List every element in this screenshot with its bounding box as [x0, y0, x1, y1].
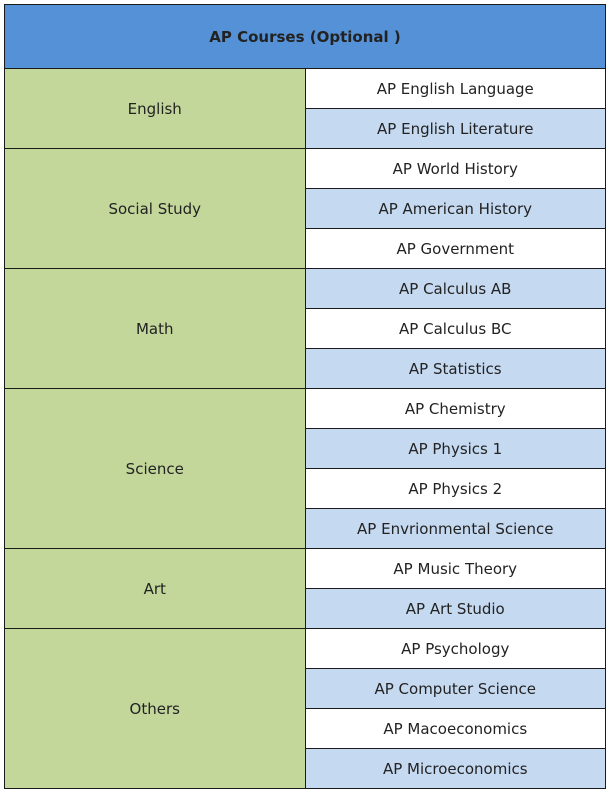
table-header-row: [5, 5, 606, 69]
table-row: [5, 149, 606, 189]
course-cell: AP Art Studio: [305, 589, 606, 629]
category-cell: Social Study: [5, 149, 306, 269]
course-cell: AP Physics 2: [305, 469, 606, 509]
course-cell: AP Envrionmental Science: [305, 509, 606, 549]
category-cell: Others: [5, 629, 306, 789]
table-row: [5, 549, 606, 589]
table-title: AP Courses (Optional ): [5, 5, 606, 69]
course-cell: AP Music Theory: [305, 549, 606, 589]
table-row: [5, 69, 606, 109]
category-cell: Science: [5, 389, 306, 549]
course-cell: AP Calculus BC: [305, 309, 606, 349]
table-row: [5, 629, 606, 669]
course-cell: AP American History: [305, 189, 606, 229]
course-cell: AP Government: [305, 229, 606, 269]
course-cell: AP English Language: [305, 69, 606, 109]
course-cell: AP Calculus AB: [305, 269, 606, 309]
course-cell: AP Microeconomics: [305, 749, 606, 789]
course-cell: AP Physics 1: [305, 429, 606, 469]
course-cell: AP English Literature: [305, 109, 606, 149]
table-row: [5, 389, 606, 429]
course-cell: AP World History: [305, 149, 606, 189]
table-row: [5, 269, 606, 309]
table-body: [5, 69, 606, 789]
course-cell: AP Psychology: [305, 629, 606, 669]
course-cell: AP Computer Science: [305, 669, 606, 709]
category-cell: Math: [5, 269, 306, 389]
course-cell: AP Chemistry: [305, 389, 606, 429]
category-cell: English: [5, 69, 306, 149]
course-cell: AP Macoeconomics: [305, 709, 606, 749]
ap-courses-table: [4, 4, 606, 789]
course-cell: AP Statistics: [305, 349, 606, 389]
category-cell: Art: [5, 549, 306, 629]
